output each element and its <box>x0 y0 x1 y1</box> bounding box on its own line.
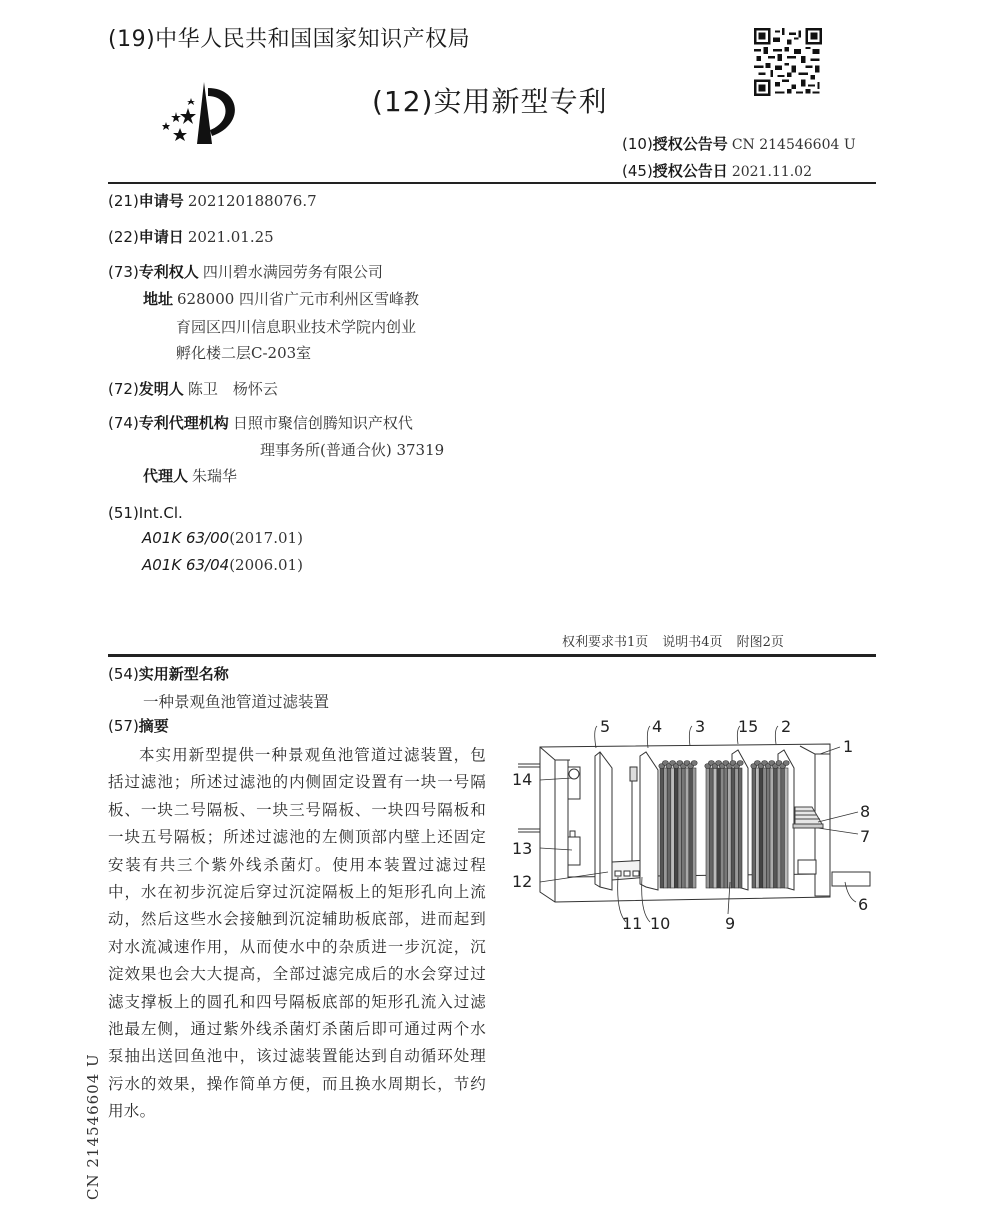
abstract-text: 本实用新型提供一种景观鱼池管道过滤装置，包括过滤池；所述过滤池的内侧固定设置有一块一号隔板、一块二号隔板、一块三号隔板、一块四号隔板和一块五号隔板；所述过滤池的左侧顶部内壁上还固定安装有共三个紫外线杀菌灯。使用本装置过滤过程中，水在初步沉淀后穿过沉淀隔板上的矩形孔向上流动，然后这些水会接触到沉淀辅助板底部，进而起到对水流减速作用，从而使水中的杂质进一步沉淀，沉淀效果也会大大提高，全部过滤完成后的水会穿过过滤支撑板上的圆孔和四号隔板底部的矩形孔流入过滤池最左侧，通过紫外线杀菌灯杀菌后即可通过两个水泵抽出送回鱼池中，该过滤装置能达到自动循环处理污水的效果，操作简单方便，而且换水周期长，节约用水。 <box>108 746 486 1121</box>
publication-date-code: (45) <box>622 162 653 180</box>
figure-label-6: 6 <box>858 895 869 914</box>
figure-label-7: 7 <box>860 827 871 846</box>
field-value: 四川碧水满园劳务有限公司 <box>202 263 383 281</box>
address-line-2: 育园区四川信息职业技术学院内创业 <box>176 318 417 336</box>
document-type: (12)实用新型专利 <box>372 85 608 118</box>
field-label: 代理人 <box>143 467 189 485</box>
filter-cartridge <box>720 768 724 888</box>
filter-cartridge-top <box>737 761 743 766</box>
filter-cartridge <box>770 768 774 888</box>
header-divider <box>108 182 876 184</box>
filter-cartridge <box>717 768 721 888</box>
claims-pages: 权利要求书1页 <box>562 635 649 650</box>
publication-number <box>622 133 856 154</box>
field-code: (54) <box>108 665 139 683</box>
figure-label-2: 2 <box>781 717 792 736</box>
title-heading <box>108 664 229 684</box>
qr-code-icon <box>752 28 824 96</box>
filter-cartridge <box>724 768 728 888</box>
filter-cartridge <box>774 768 778 888</box>
ipc-class-2 <box>142 556 303 574</box>
filter-cartridge <box>682 768 686 888</box>
filter-cartridge <box>763 768 767 888</box>
filter-cartridge <box>678 768 682 888</box>
figure-label-11: 11 <box>622 914 643 933</box>
address-line-3: 孵化楼二层C-203室 <box>176 344 312 362</box>
application-number <box>108 191 317 211</box>
publication-date-label: 授权公告日 <box>652 162 728 180</box>
figure-label-13: 13 <box>512 839 533 858</box>
publication-number-code: (10) <box>622 135 653 153</box>
ipc-class: A01K 63/00 <box>142 529 230 547</box>
field-value: 朱瑞华 <box>192 467 238 485</box>
figure-label-8: 8 <box>860 802 871 821</box>
publication-date-value: 2021.11.02 <box>731 164 812 180</box>
filter-cartridge <box>784 768 788 888</box>
figure-label-10: 10 <box>650 914 671 933</box>
field-value: 2021.01.25 <box>187 228 274 246</box>
field-label: 专利代理机构 <box>138 414 229 432</box>
address <box>143 289 419 309</box>
application-date <box>108 227 274 247</box>
field-code: (72) <box>108 380 139 398</box>
field-label: 专利权人 <box>138 263 199 281</box>
filter-cartridge <box>689 768 693 888</box>
field-code: (74) <box>108 414 139 432</box>
field-code: (51) <box>108 504 139 522</box>
publication-date <box>622 160 812 181</box>
ipc-class-1 <box>142 529 303 547</box>
field-label: 申请日 <box>138 228 184 246</box>
side-publication-code: CN 214546604 U <box>84 1053 102 1200</box>
publication-number-value: CN 214546604 U <box>731 137 856 153</box>
filter-cartridge <box>671 768 675 888</box>
field-code: (57) <box>108 717 139 735</box>
filter-cartridge-top <box>783 761 789 766</box>
figure-label-4: 4 <box>652 717 663 736</box>
figure-label-14: 14 <box>512 770 533 789</box>
filter-cartridge <box>781 768 785 888</box>
cnipa-logo <box>150 78 250 148</box>
agency-line-1: 日照市聚信创腾知识产权代 <box>232 414 413 432</box>
ipc-version: (2006.01) <box>229 556 303 574</box>
field-code: (73) <box>108 263 139 281</box>
filter-device-figure <box>500 712 885 942</box>
filter-cartridge <box>738 768 742 888</box>
filter-cartridge <box>660 768 664 888</box>
filter-cartridge <box>777 768 781 888</box>
section-divider <box>108 654 876 657</box>
filter-cartridge <box>752 768 756 888</box>
filter-cartridge <box>756 768 760 888</box>
field-value: 陈卫 杨怀云 <box>187 380 278 398</box>
field-label: 申请号 <box>138 192 184 210</box>
patentee <box>108 262 383 282</box>
page-counts <box>562 631 798 650</box>
figure-label-9: 9 <box>725 914 736 933</box>
figure-label-12: 12 <box>512 872 533 891</box>
figure-label-5: 5 <box>600 717 611 736</box>
inventors <box>108 379 278 399</box>
filter-cartridge <box>713 768 717 888</box>
figure-label-15: 15 <box>738 717 759 736</box>
description-pages: 说明书4页 <box>662 635 723 650</box>
filter-cartridge <box>710 768 714 888</box>
figure-label-1: 1 <box>843 737 854 756</box>
filter-cartridge-top <box>691 761 697 766</box>
filter-cartridge <box>692 768 696 888</box>
filter-cartridge <box>735 768 739 888</box>
field-label: 摘要 <box>138 717 169 735</box>
filter-cartridge <box>664 768 668 888</box>
ipc-version: (2017.01) <box>229 529 303 547</box>
field-code: (21) <box>108 192 139 210</box>
abstract-heading <box>108 716 169 736</box>
agency <box>108 413 413 433</box>
address-line-1: 628000 四川省广元市利州区雪峰教 <box>177 290 420 308</box>
filter-cartridge <box>667 768 671 888</box>
field-label: 发明人 <box>138 380 184 398</box>
filter-cartridge <box>706 768 710 888</box>
filter-cartridge <box>728 768 732 888</box>
agency-line-2: 理事务所(普通合伙) 37319 <box>260 441 445 459</box>
field-label: 地址 <box>143 290 174 308</box>
agent <box>143 466 237 486</box>
filter-cartridge <box>685 768 689 888</box>
field-label: 实用新型名称 <box>138 665 229 683</box>
filter-cartridge <box>731 768 735 888</box>
ipc <box>108 503 183 523</box>
utility-model-title: 一种景观鱼池管道过滤装置 <box>143 693 330 711</box>
publication-number-label: 授权公告号 <box>652 135 728 153</box>
filter-cartridge <box>759 768 763 888</box>
drawings-pages: 附图2页 <box>736 635 784 650</box>
office-name: (19)中华人民共和国国家知识产权局 <box>108 27 471 52</box>
field-code: (22) <box>108 228 139 246</box>
filter-cartridge <box>766 768 770 888</box>
filter-cartridge <box>674 768 678 888</box>
figure-label-3: 3 <box>695 717 706 736</box>
ipc-class: A01K 63/04 <box>142 556 230 574</box>
field-label: Int.Cl. <box>138 504 183 522</box>
field-value: 202120188076.7 <box>187 192 317 210</box>
